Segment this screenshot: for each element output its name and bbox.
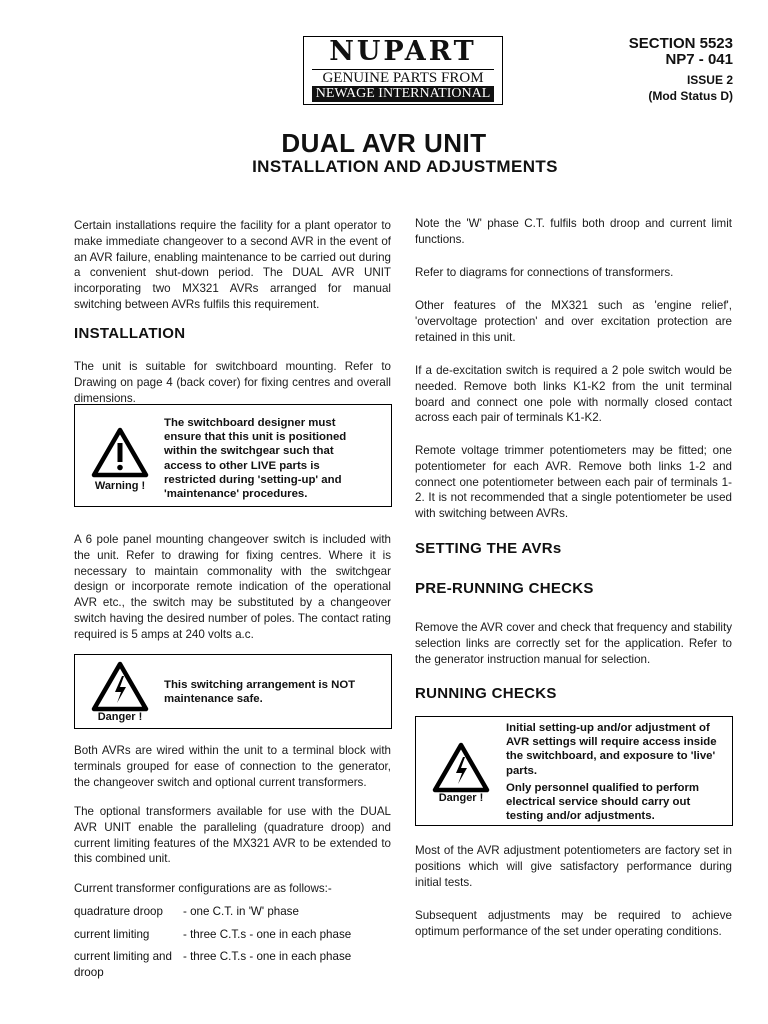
warning-box [74, 404, 392, 507]
remote-trimmer-paragraph: Remote voltage trimmer potentiometers may be fitted; one potentiometer for each AVR. Remove both links 1-2 and connect one potentiometer between each pair of terminals 1-2. It is not recommended that a single potentiometer be used with switching between AVRs. [415, 444, 732, 521]
note-w-phase: Note the 'W' phase C.T. fulfils both droop and current limit functions. [415, 217, 732, 246]
mod-status: (Mod Status D) [648, 89, 733, 103]
danger-box-right [415, 716, 733, 826]
installation-paragraph: The unit is suitable for switchboard mounting. Refer to Drawing on page 4 (back cover) for fixing centres and overall dimensions. [74, 360, 391, 405]
other-features-paragraph: Other features of the MX321 such as 'engine relief', 'overvoltage protection' and over excitation protection are retained in this unit. [415, 299, 732, 344]
ct-config-desc: - three C.T.s - one in each phase [183, 928, 352, 941]
optional-transformers-paragraph: The optional transformers available for use with the DUAL AVR UNIT enable the paralleling (quadrature droop) and current limiting features of the MX321 AVR to be extended to this combined unit. [74, 805, 391, 866]
ct-config-name: current limiting [74, 928, 150, 941]
ct-configs-intro: Current transformer configurations are as follows:- [74, 882, 332, 895]
danger-text-left: This switching arrangement is NOT maintenance safe. [164, 679, 356, 706]
factory-set-paragraph: Most of the AVR adjustment potentiometers are factory set in positions which will give satisfactory performance during initial tests. [415, 844, 732, 889]
ct-config-name: current limiting and droop [74, 950, 172, 979]
electrical-hazard-icon [91, 661, 149, 713]
de-excitation-paragraph: If a de-excitation switch is required a 2 pole switch would be needed. Remove both links K1-K2 from the unit terminal board and connect one pole with normally closed contact across each pair of terminals K1-K2. [415, 364, 732, 425]
logo-company: NEWAGE INTERNATIONAL [312, 86, 494, 102]
pre-running-heading: PRE-RUNNING CHECKS [415, 580, 594, 597]
logo-brand: NUPART [329, 36, 477, 67]
wired-paragraph: Both AVRs are wired within the unit to a terminal block with terminals grouped for ease of connection to the generator, the changeover switch and optional current transformers. [74, 744, 391, 789]
warning-text: The switchboard designer must ensure that this unit is positioned within the switchgear such that access to other LIVE parts is restricted during 'setting-up' and 'maintenance' procedures. [164, 417, 347, 501]
issue-number: ISSUE 2 [686, 73, 733, 87]
pre-running-paragraph: Remove the AVR cover and check that frequency and stability selection links are correctly set for the application. Refer to the generator instruction manual for selection. [415, 621, 732, 666]
subsequent-adjustments-paragraph: Subsequent adjustments may be required to achieve optimum performance of the set under operating conditions. [415, 909, 732, 938]
electrical-hazard-icon [432, 742, 490, 794]
page-title: DUAL AVR UNIT [281, 128, 487, 158]
switch-paragraph: A 6 pole panel mounting changeover switch is included with the unit. Refer to drawing for fixing centres. Where it is necessary to maintain commonality with the switchgear design or incorporate remote indication of the operational AVR etc., the switch may be substituted by a changeover switch having the desired number of poles. The contact rating required is 5 amps at 240 volts a.c. [74, 533, 391, 641]
nupart-logo [303, 36, 503, 105]
page-subtitle: INSTALLATION AND ADJUSTMENTS [252, 157, 558, 176]
installation-heading: INSTALLATION [74, 325, 186, 342]
logo-tagline: GENUINE PARTS FROM [312, 69, 494, 87]
running-checks-heading: RUNNING CHECKS [415, 685, 557, 702]
ct-config-desc: - one C.T. in 'W' phase [183, 905, 299, 918]
danger-text-right-2: Only personnel qualified to perform electrical service should carry out testing and/or adjustments. [506, 782, 700, 823]
danger-text-right-1: Initial setting-up and/or adjustment of AVR settings will require access inside the switchboard, and exposure to 'live' parts. [506, 722, 717, 777]
danger-box-left [74, 654, 392, 729]
refer-diagrams: Refer to diagrams for connections of transformers. [415, 266, 674, 279]
document-code: NP7 - 041 [665, 51, 733, 68]
ct-config-name: quadrature droop [74, 905, 163, 918]
danger-label-left: Danger ! [97, 711, 143, 723]
warning-label: Warning ! [94, 480, 146, 492]
warning-triangle-icon [91, 427, 149, 479]
ct-config-desc: - three C.T.s - one in each phase [183, 950, 352, 963]
intro-paragraph: Certain installations require the facility for a plant operator to make immediate changeover to a second AVR in the event of an AVR failure, enabling maintenance to be carried out during a convenient shut-down period. The DUAL AVR UNIT incorporating two MX321 AVRs arranged for manual switching between AVRs fulfils this requirement. [74, 219, 391, 311]
section-number: SECTION 5523 [628, 35, 733, 52]
setting-avrs-heading: SETTING THE AVRs [415, 540, 562, 557]
danger-label-right: Danger ! [438, 792, 484, 804]
